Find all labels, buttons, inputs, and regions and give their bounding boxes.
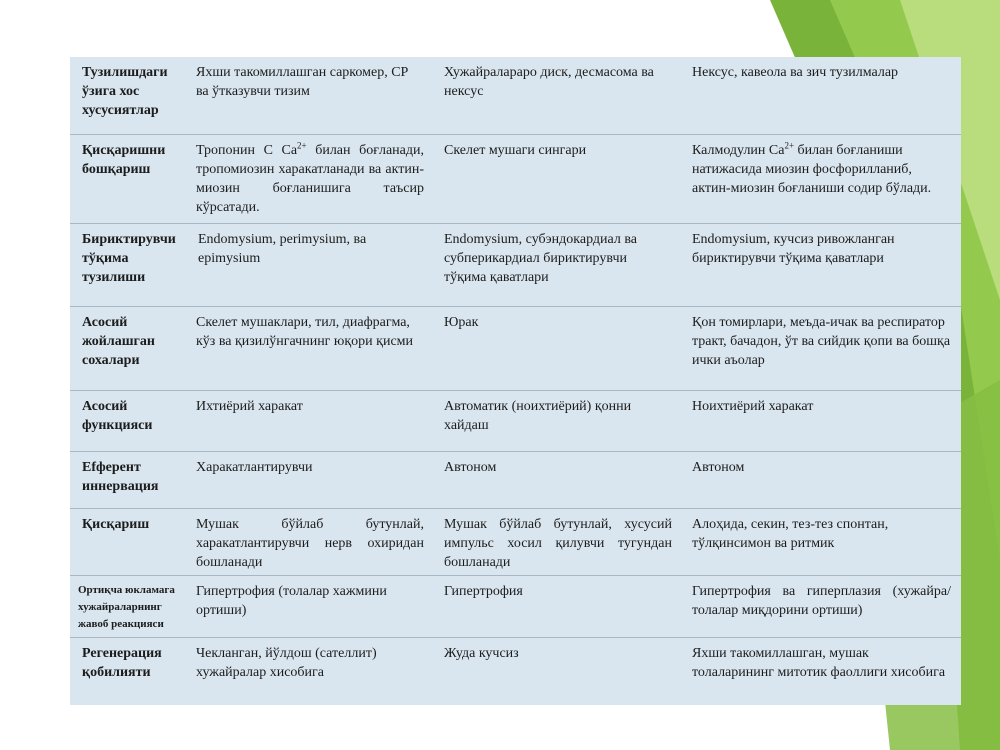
smooth-cell: Endomysium, кучсиз ривожланган бириктирувчи тўқима қаватлари xyxy=(682,223,961,306)
table-row xyxy=(70,508,961,575)
row-header: Ортиқча юкламага хужайраларнинг жавоб реакцияси xyxy=(70,575,186,637)
smooth-cell: Яхши такомиллашган, мушак толаларининг митотик фаоллиги хисобига xyxy=(692,645,946,680)
cardiac-cell: Мушак бўйлаб бутунлай, хусусий импульс хосил қилувчи тугундан бошланади xyxy=(434,508,682,575)
skeletal-cell: Мушак бўйлаб бутунлай, харакатлантирувчи нерв охиридан бошланади xyxy=(186,508,434,575)
table-row xyxy=(70,637,961,705)
row-header: Тузилишдаги ўзига хос хусусиятлар xyxy=(70,57,186,134)
table-row xyxy=(70,223,961,306)
smooth-cell: Нексус, кавеола ва зич тузилмалар xyxy=(682,57,961,134)
muscle-comparison-table xyxy=(70,57,961,705)
table-row xyxy=(70,306,961,390)
cardiac-cell: Endomysium, субэндокардиал ва субперикардиал бириктирувчи тўқима қаватлари xyxy=(434,223,682,306)
row-header: Қисқаришни бошқариш xyxy=(70,134,186,223)
table-row xyxy=(70,390,961,451)
row-header: Асосий жойлашган сохалари xyxy=(70,306,186,390)
smooth-cell: Алоҳида, секин, тез-тез спонтан, тўлқинсимон ва ритмик xyxy=(682,508,961,575)
cell-text: Тропонин С Са xyxy=(196,142,298,158)
smooth-cell xyxy=(682,134,961,223)
smooth-cell: Гипертрофия ва гиперплазия (хужайра/толалар миқдорини ортиши) xyxy=(682,575,961,637)
superscript: 2+ xyxy=(784,139,795,150)
table-row xyxy=(70,575,961,637)
cardiac-cell: Гипертрофия xyxy=(434,575,682,637)
row-header: Регенерация қобилияти xyxy=(82,645,162,680)
skeletal-cell: Скелет мушаклари, тил, диафрагма, кўз ва қизилўнгачнинг юқори қисми xyxy=(186,306,434,390)
comparison-table-panel xyxy=(70,57,961,705)
cardiac-cell: Хужайралараро диск, десмасома ва нексус xyxy=(434,57,682,134)
cell-text: билан боғланиши натижасида миозин фосфорилланиб, актин-миозин боғланиши содир бўлади. xyxy=(692,142,932,196)
row-header: Бириктирувчи тўқима тузилиши xyxy=(70,223,186,306)
cardiac-cell: Автоном xyxy=(434,451,682,508)
skeletal-cell: Ихтиёрий харакат xyxy=(186,390,434,451)
skeletal-cell: Харакатлантирувчи xyxy=(186,451,434,508)
table-row xyxy=(70,451,961,508)
skeletal-cell: Endomysium, perimysium, ва epimysium xyxy=(186,223,434,306)
skeletal-cell: Гипертрофия (толалар хажмини ортиши) xyxy=(186,575,434,637)
table-row xyxy=(70,57,961,134)
skeletal-cell xyxy=(186,134,434,223)
smooth-cell: Автоном xyxy=(682,451,961,508)
cardiac-cell: Юрак xyxy=(434,306,682,390)
row-header: Асосий функцияси xyxy=(70,390,186,451)
skeletal-cell: Яхши такомиллашган саркомер, СР ва ўтказувчи тизим xyxy=(186,57,434,134)
superscript: 2+ xyxy=(297,139,307,150)
cardiac-cell: Жуда кучсиз xyxy=(444,645,519,661)
row-header: Қисқариш xyxy=(70,508,186,575)
skeletal-cell: Чекланган, йўлдош (сателлит) хужайралар хисобига xyxy=(196,645,377,680)
cardiac-cell: Автоматик (ноихтиёрий) қонни хайдаш xyxy=(434,390,682,451)
cell-text: билан боғланади, тропомиозин харакатланади ва актин-миозин боғланишига таъсир кўрсатади. xyxy=(196,142,424,215)
smooth-cell: Қон томирлари, меъда-ичак ва респиратор тракт, бачадон, ўт ва сийдик қопи ва бошқа ички аъолар xyxy=(682,306,961,390)
smooth-cell: Ноихтиёрий харакат xyxy=(682,390,961,451)
table-row xyxy=(70,134,961,223)
row-header: Еfферент иннервация xyxy=(70,451,186,508)
cardiac-cell: Скелет мушаги сингари xyxy=(434,134,682,223)
cell-text: Калмодулин Са xyxy=(692,142,785,158)
